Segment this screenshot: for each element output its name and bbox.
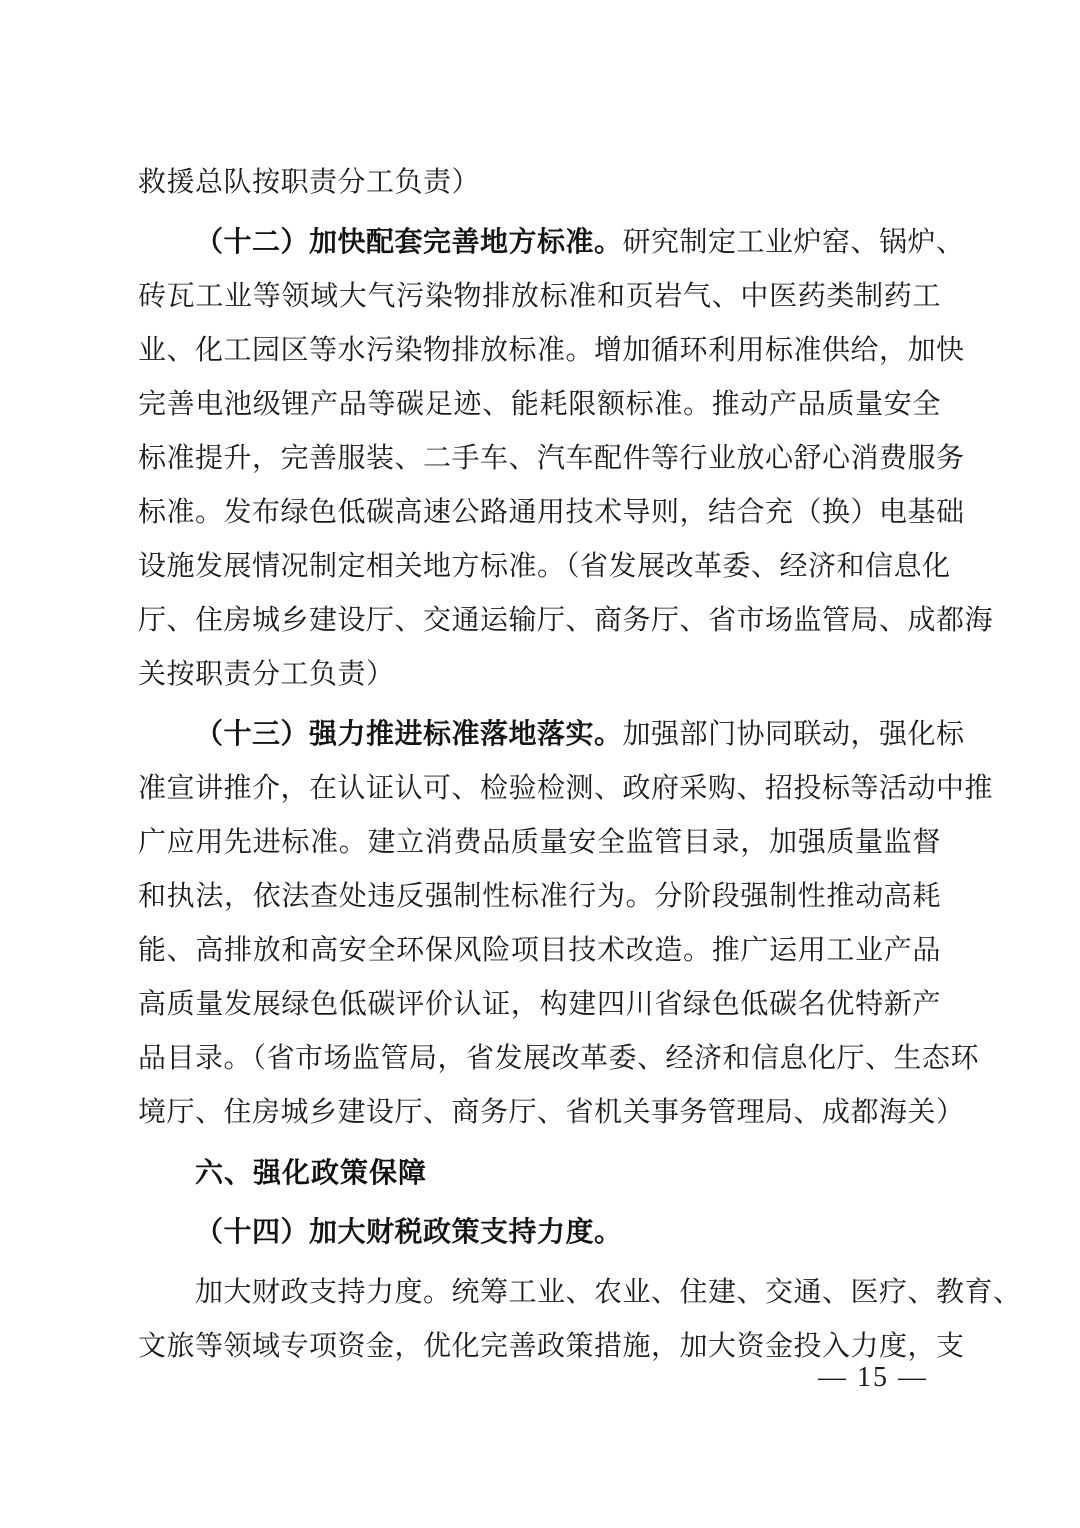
text-line: 文旅等领域专项资金，优化完善政策措施，加大资金投入力度，支 (138, 1331, 965, 1362)
section-heading: 六、强化政策保障 (195, 1157, 428, 1188)
text-line: 和执法，依法查处违反强制性标准行为。分阶段强制性推动高耗 (138, 881, 941, 912)
paragraph-13-title: （十三）强力推进标准落地落实。 (195, 719, 623, 750)
text-line: 砖瓦工业等领域大气污染物排放标准和页岩气、中医药类制药工 (138, 281, 941, 312)
text-line: 完善电池级锂产品等碳足迹、能耗限额标准。推动产品质量安全 (138, 389, 941, 420)
text-line: 厅、住房城乡建设厅、交通运输厅、商务厅、省市场监管局、成都海 (138, 605, 994, 636)
text-line-continuation: 救援总队按职责分工负责） (138, 167, 481, 198)
paragraph-12-last-line: 关按职责分工负责） (138, 659, 395, 690)
text-line: 能、高排放和高安全环保风险项目技术改造。推广运用工业产品 (138, 935, 941, 966)
page-number: — 15 — (818, 1362, 928, 1393)
text-line: 广应用先进标准。建立消费品质量安全监管目录，加强质量监督 (138, 827, 941, 858)
document-body (138, 156, 1022, 1374)
text-line: 标准提升，完善服装、二手车、汽车配件等行业放心舒心消费服务 (138, 443, 965, 474)
text-line: 准宣讲推介，在认证认可、检验检测、政府采购、招投标等活动中推 (138, 773, 994, 804)
paragraph-12-text-start: 研究制定工业炉窑、锅炉、 (622, 227, 965, 258)
paragraph-14-title: （十四）加大财税政策支持力度。 (195, 1217, 623, 1248)
paragraph-13-text-start: 加强部门协同联动，强化标 (622, 719, 965, 750)
text-line: 品目录。（省市场监管局，省发展改革委、经济和信息化厅、生态环 (138, 1043, 980, 1074)
text-line: 设施发展情况制定相关地方标准。（省发展改革委、经济和信息化 (138, 551, 951, 582)
paragraph-text-line: 加大财政支持力度。统筹工业、农业、住建、交通、医疗、教育、 (195, 1277, 1022, 1308)
paragraph-12-title: （十二）加快配套完善地方标准。 (195, 227, 623, 258)
text-line: 高质量发展绿色低碳评价认证，构建四川省绿色低碳名优特新产 (138, 989, 941, 1020)
text-line: 标准。发布绿色低碳高速公路通用技术导则，结合充（换）电基础 (138, 497, 965, 528)
paragraph-13-last-line: 境厅、住房城乡建设厅、商务厅、省机关事务管理局、成都海关） (138, 1097, 965, 1128)
paragraph-13-first-line (138, 708, 965, 762)
paragraph-12-first-line (138, 216, 965, 270)
text-line: 业、化工园区等水污染物排放标准。增加循环利用标准供给，加快 (138, 335, 965, 366)
